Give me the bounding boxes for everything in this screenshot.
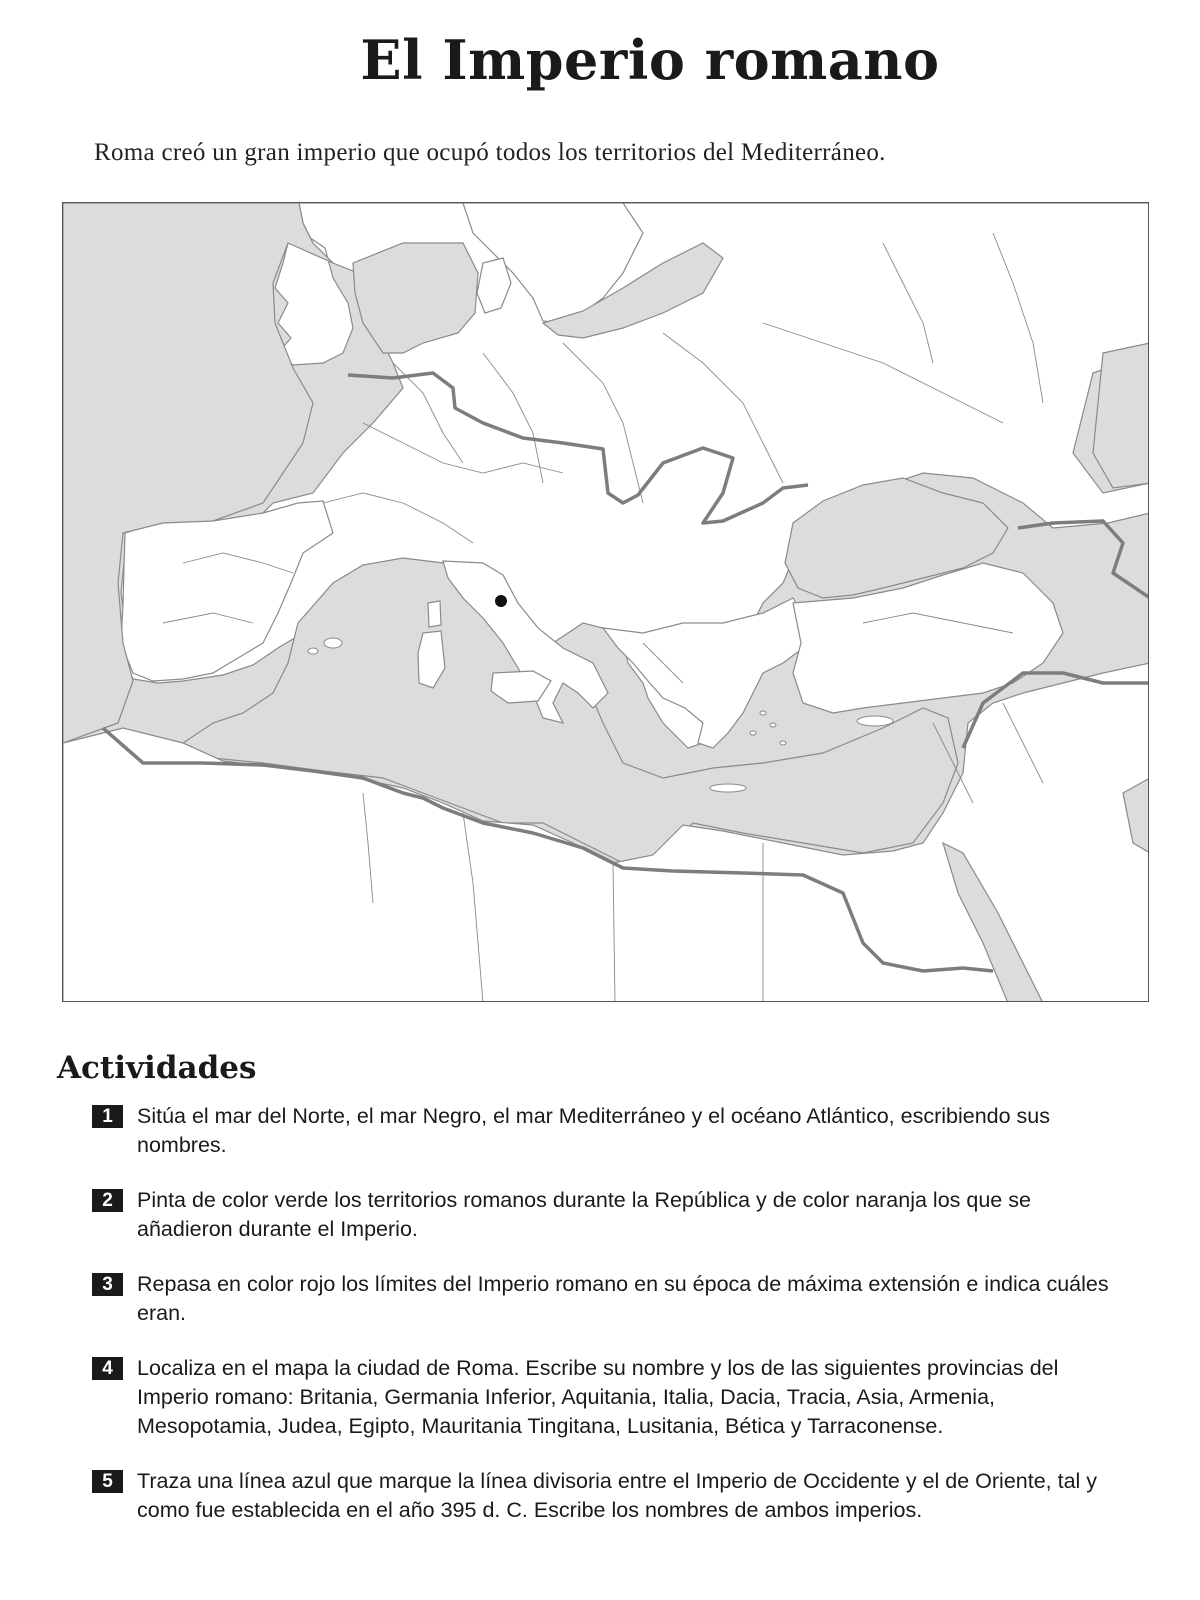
activity-item (92, 1102, 1132, 1160)
page-title: El Imperio romano (360, 28, 940, 92)
island (780, 741, 786, 745)
activity-number-badge: 2 (92, 1189, 123, 1212)
activity-text: Sitúa el mar del Norte, el mar Negro, el mar Mediterráneo y el océano Atlántico, escribiendo sus nombres. (137, 1104, 1050, 1157)
page-subtitle: Roma creó un gran imperio que ocupó todos los territorios del Mediterráneo. (94, 139, 886, 166)
activity-number-badge: 5 (92, 1470, 123, 1493)
activity-number-badge: 1 (92, 1105, 123, 1128)
sea-caspian (1093, 343, 1149, 488)
activity-text: Repasa en color rojo los límites del Imperio romano en su época de máxima extensión e indica cuáles eran. (137, 1272, 1109, 1325)
activities-list (92, 1102, 1132, 1551)
activity-text: Localiza en el mapa la ciudad de Roma. Escribe su nombre y los de las siguientes provincias del Imperio romano: Britania, Germania Inferior, Aquitania, Italia, Dacia, Tracia, Asia, Armenia, Mesopotamia, Judea, Egipto, Mauritania Tingitana, Lusitania, Bética y Tarraconense. (137, 1356, 1059, 1438)
island (324, 638, 342, 648)
island (750, 731, 756, 735)
island (770, 723, 776, 727)
activity-text: Traza una línea azul que marque la línea divisoria entre el Imperio de Occidente y el de Oriente, tal y como fue establecida en el año 395 d. C. Escribe los nombres de ambos imperios. (137, 1469, 1098, 1522)
activity-number-badge: 4 (92, 1357, 123, 1380)
island (710, 784, 746, 792)
rome-dot (495, 595, 507, 607)
map-drawing (63, 203, 1149, 1002)
activity-item (92, 1467, 1132, 1525)
activity-number-badge: 3 (92, 1273, 123, 1296)
activity-item (92, 1186, 1132, 1244)
activity-item (92, 1270, 1132, 1328)
island (857, 716, 893, 726)
activities-heading: Actividades (57, 1050, 257, 1086)
land-corsica (428, 601, 441, 627)
island (760, 711, 766, 715)
activity-text: Pinta de color verde los territorios romanos durante la República y de color naranja los que se añadieron durante el Imperio. (137, 1188, 1031, 1241)
island (308, 648, 318, 654)
activity-item (92, 1354, 1132, 1441)
roman-empire-map (62, 202, 1149, 1002)
